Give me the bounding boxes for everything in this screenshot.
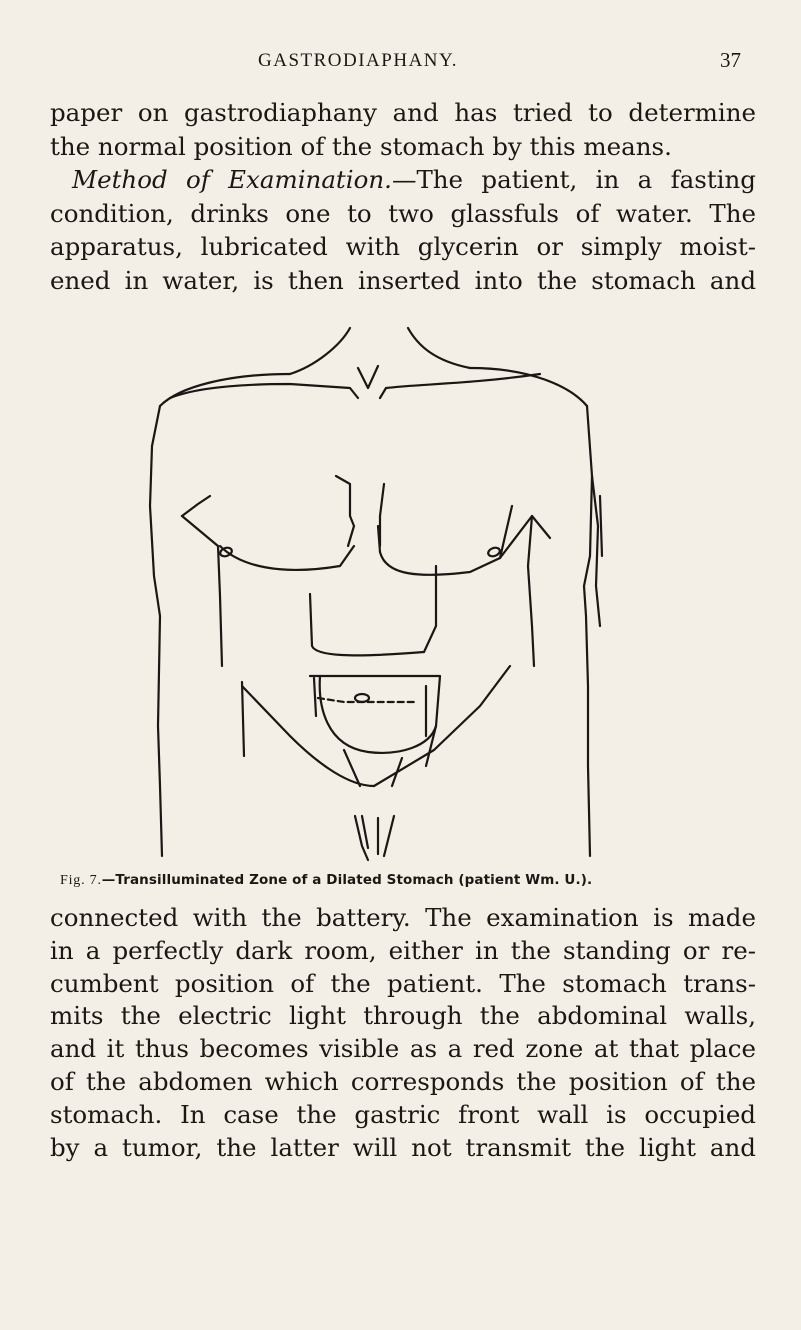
right-nipple (487, 546, 501, 558)
text-line: and it thus becomes visible as a red zone at that place (50, 1034, 756, 1064)
running-head: GASTRODIAPHANY. (258, 50, 459, 71)
pubic-right (392, 758, 402, 786)
umbilicus (355, 694, 369, 702)
sternum-left (336, 476, 350, 516)
page-number: 37 (720, 48, 741, 72)
text-line: ened in water, is then inserted into the stomach and (50, 265, 756, 295)
right-arm-line-2 (600, 496, 602, 556)
figure-caption (60, 872, 760, 889)
neck-left-line (290, 328, 350, 374)
left-costal-margin (220, 546, 354, 570)
left-shoulder (160, 374, 290, 406)
paragraph-continuation (50, 902, 756, 1164)
text-line: by a tumor, the latter will not transmit the light and (50, 1132, 756, 1162)
stomach-greater-curvature (320, 676, 436, 753)
sternum-left-2 (348, 516, 354, 546)
left-flank (242, 682, 244, 756)
text-line: of the abdomen which corresponds the position of the (50, 1066, 756, 1096)
text-line (50, 163, 756, 197)
right-clavicle (380, 374, 540, 398)
left-ribcage (182, 516, 222, 666)
right-shoulder (470, 368, 587, 406)
text-line: connected with the battery. The examination is made (50, 903, 756, 932)
right-torso-side (584, 406, 592, 856)
text-line: the normal position of the stomach by this means. (50, 131, 672, 161)
caption-text: —Transilluminated Zone of a Dilated Stomach (patient Wm. U.). (101, 872, 593, 888)
stomach-left-edge (314, 678, 316, 716)
text-line: condition, drinks one to two glassfuls of water. The (50, 198, 756, 228)
text-line: paper on gastrodiaphany and has tried to determine (50, 98, 756, 127)
figure-label: Fig. 7. (60, 873, 102, 888)
figure-torso-diagram (140, 326, 620, 876)
paragraph-opening (50, 96, 756, 297)
neck-right-line (408, 328, 470, 368)
left-torso-side (150, 406, 162, 856)
text-line: stomach. In case the gastric front wall is occupied (50, 1099, 756, 1129)
text-line: cumbent position of the patient. The stomach trans- (50, 968, 756, 998)
stomach-upper-outline (310, 566, 436, 655)
right-thigh-line-2 (384, 816, 394, 856)
right-ribcage (528, 516, 534, 666)
method-text: —The patient, in a fasting (391, 165, 756, 194)
right-arm-line (592, 476, 600, 626)
method-heading: Method of Examination. (72, 165, 392, 194)
text-line: apparatus, lubricated with glycerin or simply moist- (50, 232, 756, 261)
sternum-right (380, 484, 384, 546)
left-thigh-line-2 (362, 816, 368, 848)
torso-outline-drawing (140, 326, 620, 876)
left-chest (182, 496, 210, 516)
sternal-notch (358, 366, 378, 388)
inguinal-outline (242, 666, 510, 786)
text-line: in a perfectly dark room, either in the standing or re- (50, 935, 756, 965)
right-costal-margin (380, 552, 500, 575)
text-line: mits the electric light through the abdominal walls, (50, 1001, 756, 1031)
